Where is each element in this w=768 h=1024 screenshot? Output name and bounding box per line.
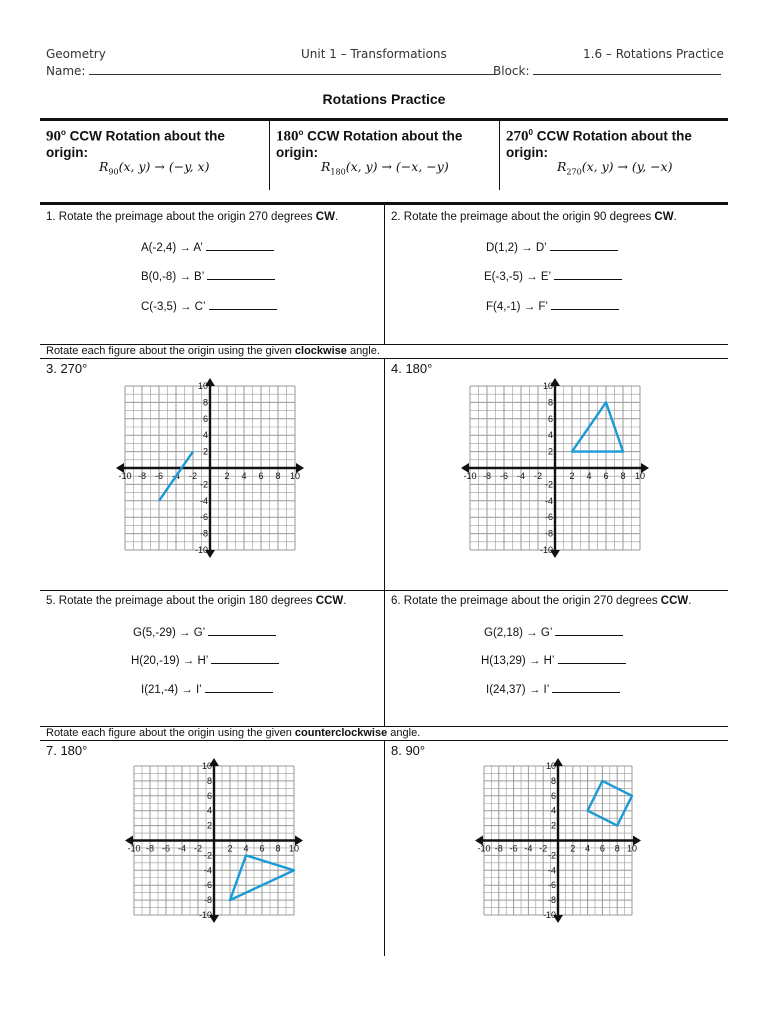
- item-text: B(0,-8) → B’: [141, 271, 205, 283]
- x-tick-label: 6: [259, 843, 265, 854]
- problem-5-direction: CCW: [315, 595, 344, 607]
- problem-2-prompt: [391, 211, 677, 223]
- answer-blank[interactable]: [206, 241, 274, 251]
- x-tick-label: -2: [193, 843, 203, 854]
- block-line[interactable]: [533, 63, 721, 75]
- ccw-instruction: [46, 727, 420, 739]
- graph-8-label: 8. 90°: [391, 743, 426, 758]
- y-tick-label: 4: [206, 805, 212, 816]
- y-tick-label: 2: [547, 446, 553, 457]
- rule-90-formula: [99, 159, 209, 177]
- problem-6-prompt: [391, 595, 691, 607]
- x-tick-label: 6: [258, 471, 264, 481]
- x-tick-label: 4: [585, 843, 591, 854]
- y-tick-label: -6: [544, 512, 553, 523]
- y-tick-label: -2: [203, 850, 212, 861]
- item-text: D(1,2) → D’: [486, 242, 547, 254]
- answer-blank[interactable]: [208, 626, 276, 636]
- problem-6-text: 6. Rotate the preimage about the origin 270 degrees: [391, 595, 661, 607]
- problem-1-direction: CW: [315, 211, 335, 223]
- answer-blank[interactable]: [558, 654, 626, 664]
- problem-2-suffix: .: [673, 211, 677, 223]
- item-text: H(13,29) → H’: [481, 655, 555, 667]
- x-tick-label: 8: [620, 471, 626, 481]
- problem-2-item-d: [486, 241, 618, 254]
- x-tick-label: 4: [243, 843, 249, 854]
- x-tick-label: -8: [482, 471, 492, 481]
- answer-blank[interactable]: [550, 241, 618, 251]
- y-tick-label: -4: [199, 495, 208, 506]
- rule-270-formula: [557, 159, 673, 177]
- problem-1-item-b: [141, 270, 275, 283]
- formula-r: R: [99, 159, 109, 174]
- y-tick-label: 2: [206, 820, 212, 831]
- problem-6-suffix: .: [688, 595, 692, 607]
- problem-1-prompt: [46, 211, 338, 223]
- graph-7: [124, 758, 304, 923]
- item-text: F(4,-1) → F’: [486, 301, 548, 313]
- graph-3: [115, 378, 305, 558]
- graph-4-label: 4. 180°: [391, 361, 433, 376]
- rule-270-text: CCW Rotation about the origin:: [506, 128, 692, 160]
- y-tick-label: -6: [203, 880, 212, 891]
- answer-blank[interactable]: [209, 300, 277, 310]
- y-tick-label: -8: [199, 528, 208, 539]
- section2-divider: [384, 359, 385, 590]
- x-tick-label: -10: [127, 843, 141, 854]
- y-tick-label: -4: [547, 865, 556, 876]
- y-tick-label: -10: [198, 910, 212, 920]
- x-tick-label: 10: [634, 471, 646, 481]
- x-tick-label: 8: [275, 843, 281, 854]
- graph-7-label: 7. 180°: [46, 743, 88, 758]
- instruction-direction: counterclockwise: [294, 727, 388, 739]
- formula-rest: (x, y) → (−x, −y): [345, 159, 449, 174]
- instruction-text: Rotate each figure about the origin using the given: [46, 345, 295, 357]
- problem-5-item-g: [133, 626, 276, 639]
- x-tick-label: -6: [509, 843, 518, 854]
- y-tick-label: 4: [202, 430, 208, 441]
- x-tick-label: 2: [570, 843, 576, 854]
- x-tick-label: 4: [586, 471, 592, 481]
- y-tick-label: 8: [547, 397, 553, 408]
- answer-blank[interactable]: [551, 300, 619, 310]
- x-tick-label: -10: [463, 471, 477, 481]
- name-label: Name:: [46, 64, 86, 78]
- y-tick-label: -8: [544, 528, 553, 539]
- rule-90-degree-sup: o: [61, 128, 66, 137]
- item-text: C(-3,5) → C’: [141, 301, 206, 313]
- top-rule: [40, 118, 728, 121]
- problem-5-text: 5. Rotate the preimage about the origin 180 degrees: [46, 595, 316, 607]
- rules-divider-2: [499, 121, 500, 190]
- y-tick-label: -4: [544, 495, 553, 506]
- x-tick-label: -6: [154, 471, 164, 481]
- y-tick-label: 4: [547, 430, 553, 441]
- problem-1-text: 1. Rotate the preimage about the origin 270 degrees: [46, 211, 316, 223]
- x-tick-label: -2: [539, 843, 548, 854]
- x-tick-label: 2: [569, 471, 575, 481]
- x-tick-label: 6: [599, 843, 605, 854]
- block-field[interactable]: [493, 63, 721, 78]
- name-line[interactable]: [89, 63, 495, 75]
- problem-2-item-e: [484, 270, 622, 283]
- x-tick-label: -10: [118, 471, 132, 481]
- y-tick-label: -6: [547, 880, 556, 891]
- rule-180-text: CCW Rotation about the origin:: [276, 128, 463, 160]
- y-tick-label: -8: [547, 895, 556, 906]
- instruction-text: Rotate each figure about the origin using the given: [46, 727, 295, 739]
- item-text: E(-3,-5) → E’: [484, 271, 552, 283]
- problem-5-prompt: [46, 595, 346, 607]
- problem-5-suffix: .: [343, 595, 347, 607]
- formula-rest: (x, y) → (−y, x): [118, 159, 210, 174]
- problem-6-direction: CCW: [660, 595, 689, 607]
- rule-180: [276, 125, 491, 161]
- y-tick-label: 8: [206, 775, 212, 786]
- answer-blank[interactable]: [555, 626, 623, 636]
- x-tick-label: -2: [188, 471, 198, 481]
- rule-270-degree-sup: 0: [528, 128, 533, 137]
- course-label: Geometry: [46, 47, 106, 61]
- x-tick-label: 2: [224, 471, 230, 481]
- x-tick-label: 4: [241, 471, 247, 481]
- instruction-suffix: angle.: [346, 345, 380, 357]
- answer-blank[interactable]: [205, 683, 273, 693]
- problem-5-item-i: [141, 683, 273, 696]
- x-tick-label: 8: [275, 471, 281, 481]
- block-label: Block:: [493, 64, 530, 78]
- y-tick-label: -2: [544, 479, 553, 490]
- problem-1-item-a: [141, 241, 274, 254]
- x-tick-label: -4: [516, 471, 526, 481]
- x-tick-label: -8: [494, 843, 503, 854]
- section4-divider: [384, 741, 385, 956]
- problem-6-item-h: [481, 654, 626, 667]
- formula-r: R: [321, 159, 331, 174]
- cw-instruction: [46, 345, 380, 357]
- y-tick-label: 4: [550, 805, 556, 816]
- x-tick-label: 6: [603, 471, 609, 481]
- unit-label: Unit 1 – Transformations: [301, 47, 447, 61]
- y-tick-label: 10: [542, 381, 553, 391]
- graph-8: [474, 758, 642, 923]
- name-field[interactable]: [46, 63, 495, 78]
- answer-blank[interactable]: [554, 270, 622, 280]
- x-tick-label: -4: [171, 471, 181, 481]
- item-text: G(5,-29) → G’: [133, 627, 206, 639]
- problem-1-suffix: .: [334, 211, 339, 223]
- y-tick-label: 6: [550, 790, 556, 801]
- y-tick-label: -10: [194, 545, 208, 555]
- y-tick-label: 10: [201, 761, 212, 771]
- section3-divider: [384, 591, 385, 726]
- x-tick-label: 10: [289, 471, 301, 481]
- y-tick-label: 6: [202, 413, 208, 424]
- x-tick-label: 10: [288, 843, 300, 854]
- problem-1-item-c: [141, 300, 277, 313]
- item-text: I(24,37) → I’: [486, 684, 550, 696]
- x-tick-label: -10: [477, 843, 491, 854]
- x-tick-label: -8: [137, 471, 147, 481]
- rule-180-formula: [321, 159, 449, 177]
- x-tick-label: -6: [161, 843, 171, 854]
- problem-2-text: 2. Rotate the preimage about the origin 90 degrees: [391, 211, 655, 223]
- item-text: A(-2,4) → A’: [141, 242, 203, 254]
- x-tick-label: -8: [145, 843, 155, 854]
- y-tick-label: -2: [199, 479, 208, 490]
- y-tick-label: 10: [197, 381, 208, 391]
- y-tick-label: 2: [202, 446, 208, 457]
- y-tick-label: 6: [547, 413, 553, 424]
- section1-divider: [384, 205, 385, 345]
- y-tick-label: 10: [545, 761, 556, 771]
- instruction-suffix: angle.: [387, 727, 421, 739]
- x-tick-label: -6: [499, 471, 509, 481]
- x-tick-label: 10: [626, 843, 638, 854]
- formula-sub: 270: [566, 167, 582, 177]
- x-tick-label: -2: [533, 471, 543, 481]
- y-tick-label: -8: [203, 895, 212, 906]
- formula-sub: 180: [330, 167, 346, 177]
- rule-270-degree: 270: [506, 128, 529, 145]
- answer-blank[interactable]: [207, 270, 275, 280]
- y-tick-label: 8: [550, 775, 556, 786]
- graph-4: [460, 378, 650, 558]
- y-tick-label: -10: [539, 545, 553, 555]
- rule-180-degree: 180: [276, 128, 299, 145]
- y-tick-label: 6: [206, 790, 212, 801]
- y-tick-label: 2: [550, 820, 556, 831]
- x-tick-label: 8: [614, 843, 620, 854]
- rule-90-text: CCW Rotation about the origin:: [46, 128, 225, 160]
- answer-blank[interactable]: [211, 654, 279, 664]
- rule-270: [506, 125, 721, 161]
- problem-2-item-f: [486, 300, 619, 313]
- problem-6-item-g: [484, 626, 623, 639]
- y-tick-label: -4: [203, 865, 212, 876]
- answer-blank[interactable]: [552, 683, 620, 693]
- x-tick-label: 2: [227, 843, 233, 854]
- page-title: Rotations Practice: [322, 91, 446, 107]
- formula-rest: (x, y) → (y, −x): [581, 159, 673, 174]
- y-tick-label: -6: [199, 512, 208, 523]
- item-text: I(21,-4) → I’: [141, 684, 202, 696]
- y-tick-label: 8: [202, 397, 208, 408]
- instruction-direction: clockwise: [294, 345, 347, 357]
- problem-2-direction: CW: [654, 211, 674, 223]
- formula-r: R: [557, 159, 567, 174]
- problem-5-item-h: [131, 654, 279, 667]
- x-tick-label: -4: [524, 843, 533, 854]
- rule-90: [46, 125, 261, 161]
- y-tick-label: -10: [542, 910, 556, 920]
- y-tick-label: -2: [547, 850, 556, 861]
- item-text: H(20,-19) → H’: [131, 655, 209, 667]
- rules-divider-1: [269, 121, 270, 190]
- rule-180-degree-sup: o: [298, 128, 304, 137]
- formula-sub: 90: [108, 167, 119, 177]
- item-text: G(2,18) → G’: [484, 627, 553, 639]
- lesson-label: 1.6 – Rotations Practice: [583, 47, 724, 61]
- problem-6-item-i: [486, 683, 620, 696]
- x-tick-label: -4: [177, 843, 187, 854]
- graph-3-label: 3. 270°: [46, 361, 88, 376]
- rule-90-degree: 90: [46, 128, 61, 145]
